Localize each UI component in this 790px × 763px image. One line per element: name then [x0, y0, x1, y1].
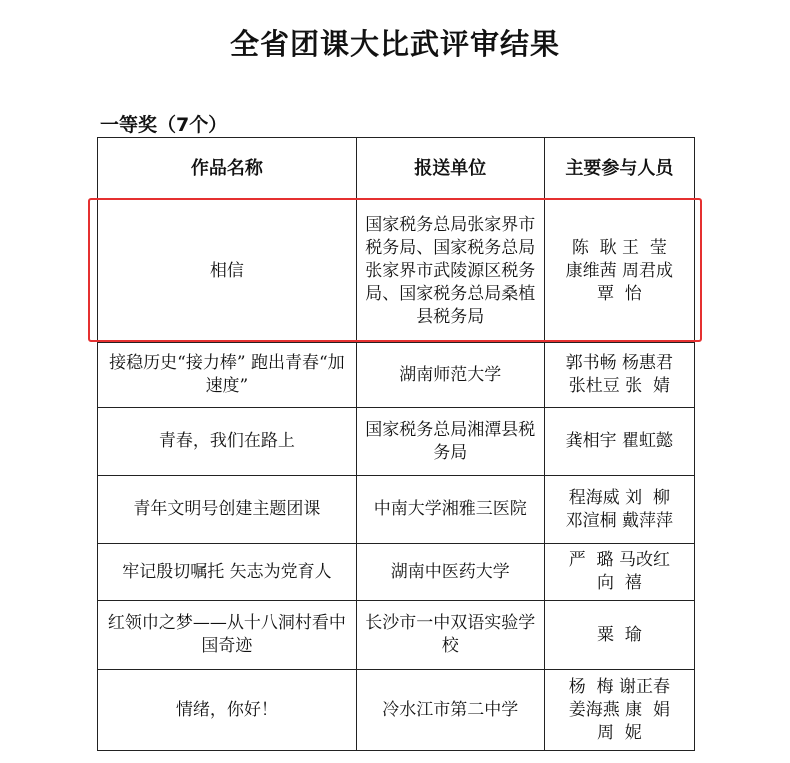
participant-line: 康维茜 周君成: [565, 260, 674, 281]
participant-line: 张杜豆 张 婧: [568, 376, 670, 396]
table-header-row: [98, 138, 695, 200]
work-name-cell: 牢记殷切嘱托 矢志为党育人: [98, 544, 357, 601]
participant-line: 向 禧: [596, 573, 642, 593]
work-name-cell: 青年文明号创建主题团课: [98, 476, 357, 544]
table-row: [98, 408, 695, 476]
submitting-unit-cell: 国家税务总局张家界市税务局、国家税务总局张家界市武陵源区税务局、国家税务总局桑植县税务局: [356, 200, 544, 343]
work-name-cell: 红领巾之梦——从十八洞村看中国奇迹: [98, 601, 357, 670]
participant-line: 覃 怡: [596, 283, 642, 304]
header-submitting-unit: 报送单位: [356, 138, 544, 200]
participant-line: 邓渲桐 戴萍萍: [565, 510, 674, 531]
participants-cell: [544, 343, 694, 408]
table-row: [98, 670, 695, 751]
participants-cell: [544, 670, 694, 751]
award-section-label: 一等奖（7个）: [100, 114, 228, 136]
participant-line: 龚相宇 瞿虹懿: [565, 431, 674, 451]
participant-line: 程海威 刘 柳: [568, 487, 670, 508]
header-participants: 主要参与人员: [544, 138, 694, 200]
participant-line: 周 妮: [596, 722, 642, 743]
table-row: [98, 601, 695, 670]
participant-line: 粟 瑜: [596, 624, 642, 645]
table-row: [98, 343, 695, 408]
work-name-cell: 青春，我们在路上: [98, 408, 357, 476]
participants-cell: [544, 544, 694, 601]
submitting-unit-cell: 长沙市一中双语实验学校: [356, 601, 544, 670]
submitting-unit-cell: 湖南师范大学: [356, 343, 544, 408]
submitting-unit-cell: 冷水江市第二中学: [356, 670, 544, 751]
participants-cell: [544, 476, 694, 544]
submitting-unit-cell: 国家税务总局湘潭县税务局: [356, 408, 544, 476]
participants-cell: [544, 200, 694, 343]
participant-line: 姜海燕 康 娟: [568, 699, 670, 720]
table-row: [98, 544, 695, 601]
header-work-name: 作品名称: [98, 138, 357, 200]
participants-cell: [544, 408, 694, 476]
participant-line: 杨 梅 谢正春: [568, 676, 670, 697]
work-name-cell: 接稳历史“接力棒” 跑出青春“加速度”: [98, 343, 357, 408]
table-row: [98, 200, 695, 343]
submitting-unit-cell: 中南大学湘雅三医院: [356, 476, 544, 544]
work-name-cell: 情绪，你好！: [98, 670, 357, 751]
results-table: [97, 137, 695, 751]
participant-line: 郭书畅 杨惠君: [565, 353, 674, 373]
table-row: [98, 476, 695, 544]
page-title: 全省团课大比武评审结果: [229, 27, 560, 61]
participants-cell: [544, 601, 694, 670]
work-name-cell: 相信: [98, 200, 357, 343]
submitting-unit-cell: 湖南中医药大学: [356, 544, 544, 601]
participant-line: 陈 耿 王 莹: [571, 237, 667, 258]
participant-line: 严 璐 马改红: [568, 550, 670, 570]
